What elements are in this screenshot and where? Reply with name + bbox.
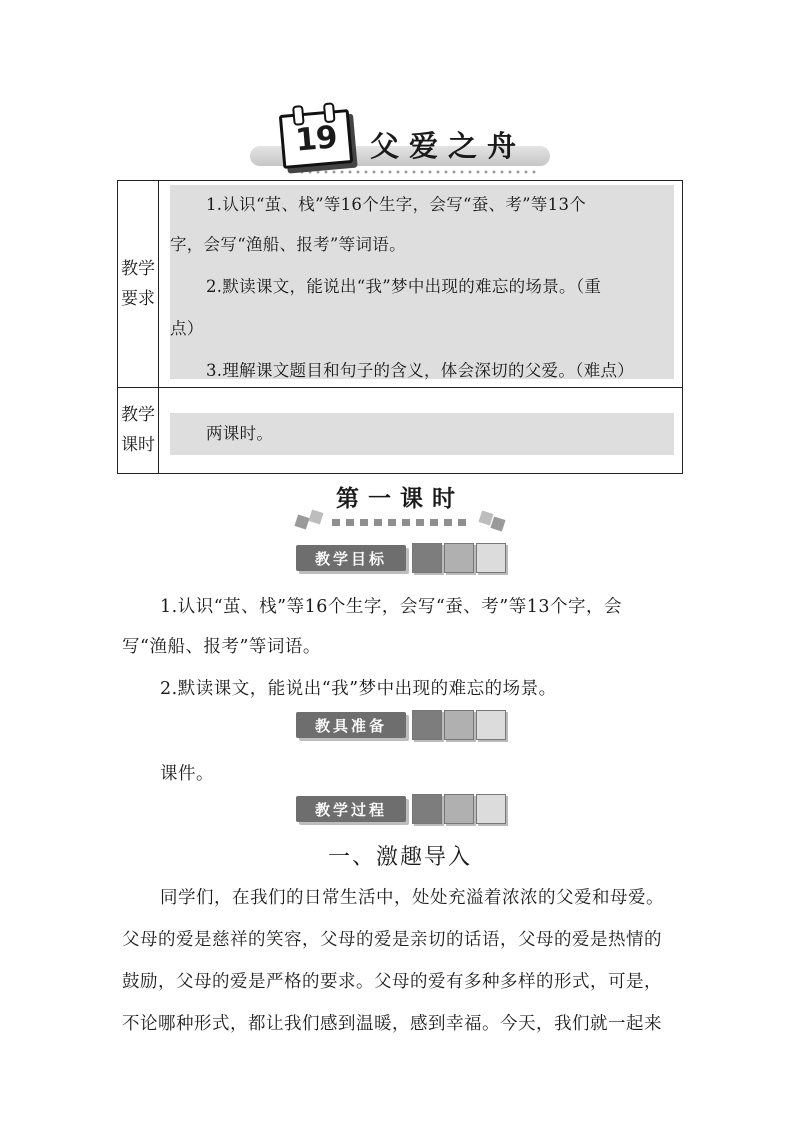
tag-box: [444, 794, 474, 824]
tag-label: 教学过程: [296, 796, 406, 822]
tag-box: [476, 794, 506, 824]
tag-box: [412, 794, 442, 824]
intro-line: 不论哪种形式，都让我们感到温暖，感到幸福。今天，我们就一起来: [122, 1014, 662, 1034]
tag-label: 教学目标: [296, 545, 406, 571]
requirement-line: 2.默读课文，能说出“我”梦中出现的难忘的场景。（重: [206, 277, 602, 296]
tag-objectives: [296, 541, 506, 575]
tag-box: [444, 543, 474, 573]
intro-line: 鼓励，父母的爱是严格的要求。父母的爱有多种多样的形式，可是，: [122, 972, 662, 992]
teaching-requirements-row: [118, 181, 682, 388]
row-label-requirements: [118, 181, 159, 387]
section-title: 第一课时: [336, 486, 464, 512]
row-label-hours: [118, 387, 159, 473]
tag-process: [296, 792, 506, 826]
tag-box: [476, 543, 506, 573]
header-dotted-line: [298, 170, 538, 174]
requirement-line: 点）: [170, 319, 204, 338]
objective-line: 1.认识“茧、栈”等16个生字，会写“蚕、考”等13个字，会: [160, 597, 623, 617]
row-label-text: 教学要求: [121, 259, 155, 309]
intro-heading: 一、激趣导入: [327, 845, 472, 870]
tag-materials: [296, 708, 506, 742]
decor-square: [490, 516, 505, 531]
calendar-icon: [279, 109, 353, 169]
teaching-hours-row: [118, 387, 682, 473]
row-label-text: 教学课时: [121, 405, 155, 455]
requirements-table: [117, 180, 683, 474]
objective-line: 2.默读课文，能说出“我”梦中出现的难忘的场景。: [160, 679, 557, 699]
requirement-line: 字，会写“渔船、报考”等词语。: [170, 235, 406, 254]
tag-box: [412, 543, 442, 573]
decor-square: [308, 509, 323, 524]
requirement-line: 3.理解课文题目和句子的含义，体会深切的父爱。（难点）: [206, 361, 635, 380]
objective-line: 写“渔船、报考”等词语。: [122, 637, 321, 657]
tag-box: [444, 710, 474, 740]
lesson-number: 19: [293, 119, 339, 159]
tag-label: 教具准备: [296, 712, 406, 738]
materials-text: 课件。: [160, 764, 214, 784]
hours-text: 两课时。: [206, 424, 274, 443]
tag-box: [412, 710, 442, 740]
intro-line: 同学们，在我们的日常生活中，处处充溢着浓浓的父爱和母爱。: [160, 888, 664, 908]
decor-dashes: [332, 519, 472, 526]
lesson-title: 父爱之舟: [370, 129, 527, 163]
lesson-header: [248, 98, 558, 178]
intro-line: 父母的爱是慈祥的笑容，父母的爱是亲切的话语，父母的爱是热情的: [122, 930, 662, 950]
section-decoration: [296, 510, 506, 532]
decor-square: [294, 514, 309, 529]
requirement-line: 1.认识“茧、栈”等16个生字，会写“蚕、考”等13个: [206, 195, 587, 214]
requirements-content: [170, 185, 674, 379]
hours-content: [170, 413, 674, 455]
tag-box: [476, 710, 506, 740]
